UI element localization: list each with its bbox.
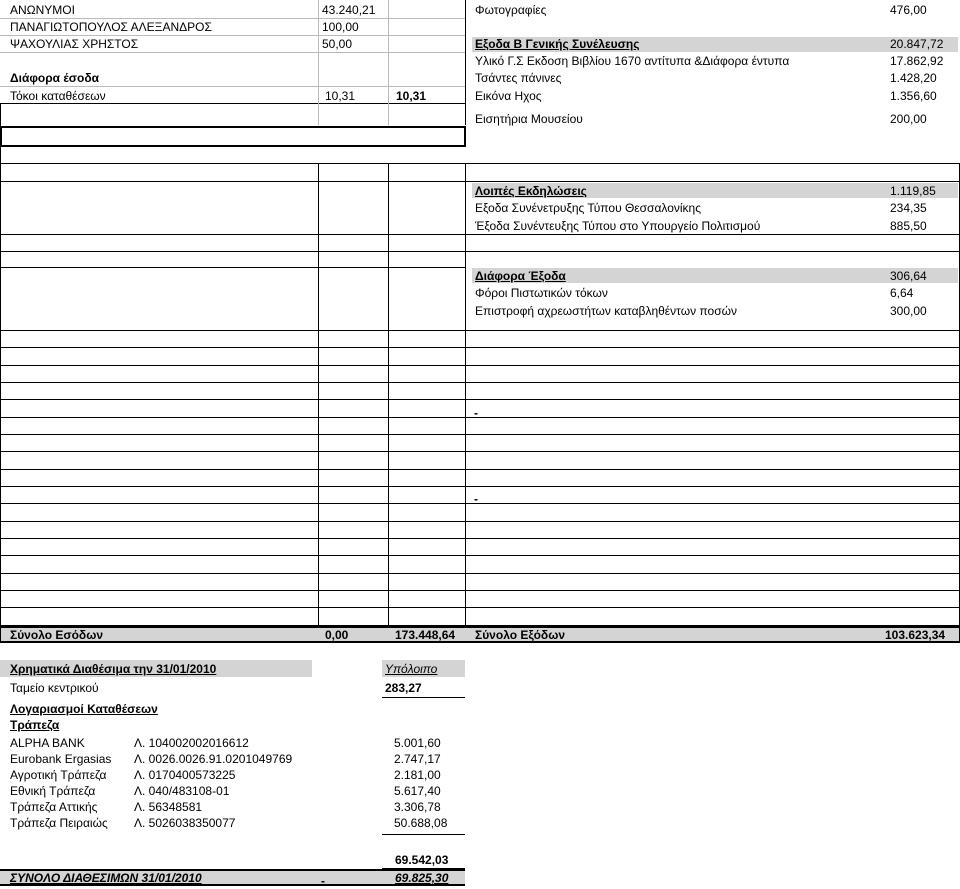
bank-name: Τράπεζα Αττικής bbox=[10, 800, 98, 814]
expense-label: Έξοδα Συνέντευξης Τύπου στο Υπουργείο Πολιτισμού bbox=[475, 219, 761, 233]
bank-name: ALPHA BANK bbox=[10, 736, 85, 750]
other-header-value: 1.119,85 bbox=[890, 184, 936, 198]
expense-value: 200,00 bbox=[890, 112, 927, 126]
expense-label: Υλικό Γ.Σ Εκδοση Βιβλίου 1670 αντίτυπα &Διάφορα έντυπα bbox=[475, 54, 790, 68]
bank-account: Λ. 0026.0026.91.0201049769 bbox=[134, 752, 293, 766]
grand-total-dash: - bbox=[321, 874, 325, 888]
expense-value: 885,50 bbox=[890, 219, 927, 233]
bank-account: Λ. 0170400573225 bbox=[134, 768, 236, 782]
expense-label: Εικόνα Ηχος bbox=[475, 89, 542, 103]
expense-total-label: Σύνολο Εξόδων bbox=[475, 628, 565, 642]
cash-header: Χρηματικά Διαθέσιμα την 31/01/2010 bbox=[10, 662, 217, 676]
income-total-col2: 173.448,64 bbox=[395, 628, 456, 642]
expense-value: 17.862,92 bbox=[890, 54, 944, 68]
bank-name: Eurobank Ergasias bbox=[10, 752, 112, 766]
misc-header-label: Διάφορα Έξοδα bbox=[475, 269, 566, 283]
bank-name: Τράπεζα Πειραιώς bbox=[10, 816, 108, 830]
misc-income-label: Διάφορα έσοδα bbox=[10, 71, 99, 85]
income-value: 50,00 bbox=[322, 37, 353, 51]
bank-balance: 2.747,17 bbox=[394, 752, 441, 766]
expense-label: Επιστροφή αχρεωστήτων καταβληθέντων ποσών bbox=[475, 304, 737, 318]
bank-account: Λ. 040/483108-01 bbox=[134, 784, 230, 798]
bank-balance: 50.688,08 bbox=[394, 816, 448, 830]
central-cash-value: 283,27 bbox=[385, 681, 422, 695]
deposits-header: Λογαριασμοί Καταθέσεων bbox=[10, 702, 158, 716]
expense-label: Εξοδα Συνένετρυξης Τύπου Θεσσαλονίκης bbox=[475, 201, 702, 215]
expense-label: Φωτογραφίες bbox=[475, 3, 547, 17]
assembly-header-label: Εξοδα Β Γενικής Συνέλευσης bbox=[475, 37, 640, 51]
interest-label: Τόκοι καταθέσεων bbox=[10, 89, 106, 103]
expense-value: 6,64 bbox=[890, 286, 914, 300]
expense-label: Τσάντες πάνινες bbox=[475, 71, 562, 85]
expense-value: 1.428,20 bbox=[890, 71, 937, 85]
income-total-label: Σύνολο Εσόδων bbox=[10, 628, 104, 642]
bank-name: Εθνική Τράπεζα bbox=[10, 784, 96, 798]
misc-header-value: 306,64 bbox=[890, 269, 927, 283]
expense-value: 476,00 bbox=[890, 3, 927, 17]
dash-mark: - bbox=[474, 406, 478, 420]
bank-account: Λ. 56348581 bbox=[134, 800, 203, 814]
banks-subtotal: 69.542,03 bbox=[395, 853, 449, 867]
income-value: 43.240,21 bbox=[322, 3, 376, 17]
bank-balance: 5.001,60 bbox=[394, 736, 441, 750]
bank-name: Αγροτική Τράπεζα bbox=[10, 768, 107, 782]
bank-balance: 3.306,78 bbox=[394, 800, 441, 814]
expense-value: 234,35 bbox=[890, 201, 927, 215]
dash-mark: - bbox=[474, 492, 478, 506]
interest-total: 10,31 bbox=[396, 89, 427, 103]
income-value: 100,00 bbox=[322, 20, 359, 34]
grand-total-label: ΣΥΝΟΛΟ ΔΙΑΘΕΣΙΜΩΝ 31/01/2010 bbox=[10, 871, 202, 885]
bank-account: Λ. 104002002016612 bbox=[134, 736, 249, 750]
expense-total-value: 103.623,34 bbox=[885, 628, 946, 642]
balance-header: Υπόλοιπο bbox=[385, 662, 438, 676]
expense-label: Φόροι Πιστωτικών τόκων bbox=[475, 286, 608, 300]
expense-value: 1.356,60 bbox=[890, 89, 937, 103]
expense-value: 300,00 bbox=[890, 304, 927, 318]
bank-account: Λ. 5026038350077 bbox=[134, 816, 236, 830]
bank-balance: 5.617,40 bbox=[394, 784, 441, 798]
income-label: ΑΝΩΝΥΜΟΙ bbox=[10, 3, 75, 17]
central-cash-label: Ταμείο κεντρικού bbox=[10, 681, 99, 695]
income-total-col1: 0,00 bbox=[325, 628, 349, 642]
grand-total-value: 69.825,30 bbox=[395, 871, 449, 885]
bank-header: Τράπεζα bbox=[10, 718, 60, 732]
bank-balance: 2.181,00 bbox=[394, 768, 441, 782]
assembly-header-value: 20.847,72 bbox=[890, 37, 944, 51]
expense-label: Εισητήρια Μουσείου bbox=[475, 112, 583, 126]
income-label: ΨΑΧΟΥΛΙΑΣ ΧΡΗΣΤΟΣ bbox=[10, 37, 139, 51]
interest-value: 10,31 bbox=[325, 89, 356, 103]
other-header-label: Λοιπές Εκδηλώσεις bbox=[475, 184, 587, 198]
income-label: ΠΑΝΑΓΙΩΤΟΠΟΥΛΟΣ ΑΛΕΞΑΝΔΡΟΣ bbox=[10, 20, 212, 34]
